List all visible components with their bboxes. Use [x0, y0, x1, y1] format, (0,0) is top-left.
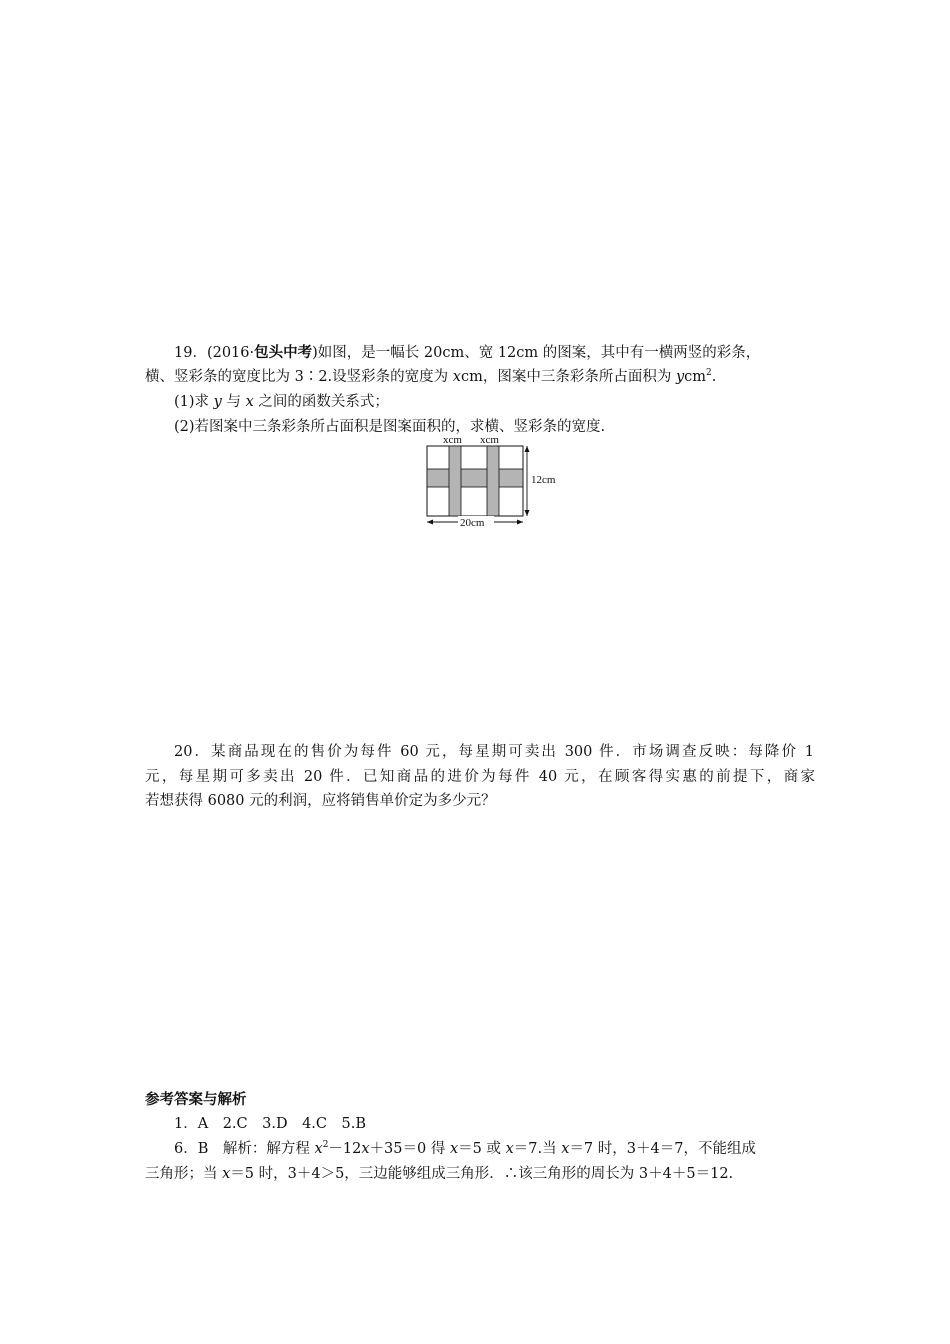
figure-label-bottom: 20cm: [460, 517, 485, 529]
q19-line-1: [174, 342, 814, 364]
answers-line-2: [174, 1138, 814, 1160]
vertical-stripe-left: [449, 446, 461, 516]
q19-source-open: (2016·: [206, 345, 255, 361]
q19-var-x: x: [452, 369, 461, 385]
q19-part-1-text-a: (1)求: [174, 394, 214, 410]
q19-part-2: (2)若图案中三条彩条所占面积是图案面积的，求横、竖彩条的宽度.: [174, 419, 606, 435]
q20-line-1: 20．某商品现在的售价为每件 60 元，每星期可卖出 300 件．市场调查反映：每降价 1: [174, 744, 814, 760]
pattern-figure: [410, 432, 570, 532]
q19-source-close: ): [312, 345, 318, 361]
answers-line-3-text-b: ＝5 时，3＋4＞5，三边能够组成三角形．∴该三角形的周长为 3＋4＋5＝12.: [230, 1166, 734, 1182]
answers-line-2-x1: x: [314, 1141, 323, 1157]
q19-line-2-unit: cm: [684, 369, 707, 385]
q19-superscript-2: 2: [706, 368, 712, 378]
answers-line-2-text-f: ＝7 时，3＋4＝7，不能组成: [569, 1141, 756, 1157]
q19-var-y: y: [675, 369, 685, 385]
answers-heading: 参考答案与解析: [145, 1091, 247, 1108]
height-arrow-top: [525, 446, 530, 452]
figure-label-top-left: xcm: [443, 434, 462, 446]
q19-line-1-text: 如图，是一幅长 20cm、宽 12cm 的图案，其中有一横两竖的彩条，: [317, 345, 761, 361]
answers-line-2-text-b: －12: [328, 1141, 362, 1157]
answers-line-3-x: x: [222, 1166, 231, 1182]
width-arrow-right: [517, 520, 523, 525]
figure-label-right: 12cm: [531, 474, 556, 486]
height-arrow-bottom: [525, 510, 530, 516]
answers-line-2-text-c: ＋35＝0 得: [369, 1141, 450, 1157]
q19-part-1-text-b: 与: [221, 394, 246, 410]
answers-line-2-x4: x: [505, 1141, 514, 1157]
answers-line-2-x5: x: [561, 1141, 570, 1157]
answers-line-2-x3: x: [449, 1141, 459, 1157]
answers-line-3: [145, 1163, 815, 1185]
answers-line-2-text-d: ＝5 或: [458, 1141, 506, 1157]
q19-part-1-y: y: [213, 394, 222, 410]
q19-number: 19．: [174, 345, 207, 361]
width-arrow-left: [427, 520, 433, 525]
answers-line-1: 1．A 2.C 3.D 4.C 5.B: [174, 1116, 367, 1132]
q19-part-1-text-c: 之间的函数关系式；: [253, 394, 389, 410]
q19-line-2-text-b: cm，图案中三条彩条所占面积为: [460, 369, 676, 385]
q20-line-3: 若想获得 6080 元的利润，应将销售单价定为多少元？: [145, 793, 496, 809]
answers-line-2-x2: x: [361, 1141, 370, 1157]
figure-label-top-right: xcm: [480, 434, 499, 446]
q20-line-2: 元，每星期可多卖出 20 件．已知商品的进价为每件 40 元，在顾客得实惠的前提下，商家: [145, 769, 815, 785]
answers-line-2-text-a: 6．B 解析：解方程: [174, 1141, 315, 1157]
q19-part-1-x: x: [245, 394, 254, 410]
answers-line-2-superscript: 2: [322, 1140, 329, 1150]
q19-line-2: [145, 366, 815, 388]
horizontal-stripe: [427, 469, 523, 487]
q19-part-1: [174, 391, 814, 413]
vertical-stripe-right: [487, 446, 499, 516]
q19-line-2-period: .: [711, 369, 717, 385]
answers-line-2-text-e: ＝7.当: [513, 1141, 562, 1157]
q19-line-2-text-a: 横、竖彩条的宽度比为 3∶2.设竖彩条的宽度为: [145, 369, 453, 385]
answers-line-3-text-a: 三角形；当: [145, 1166, 223, 1182]
q19-source: 包头中考: [254, 344, 313, 361]
